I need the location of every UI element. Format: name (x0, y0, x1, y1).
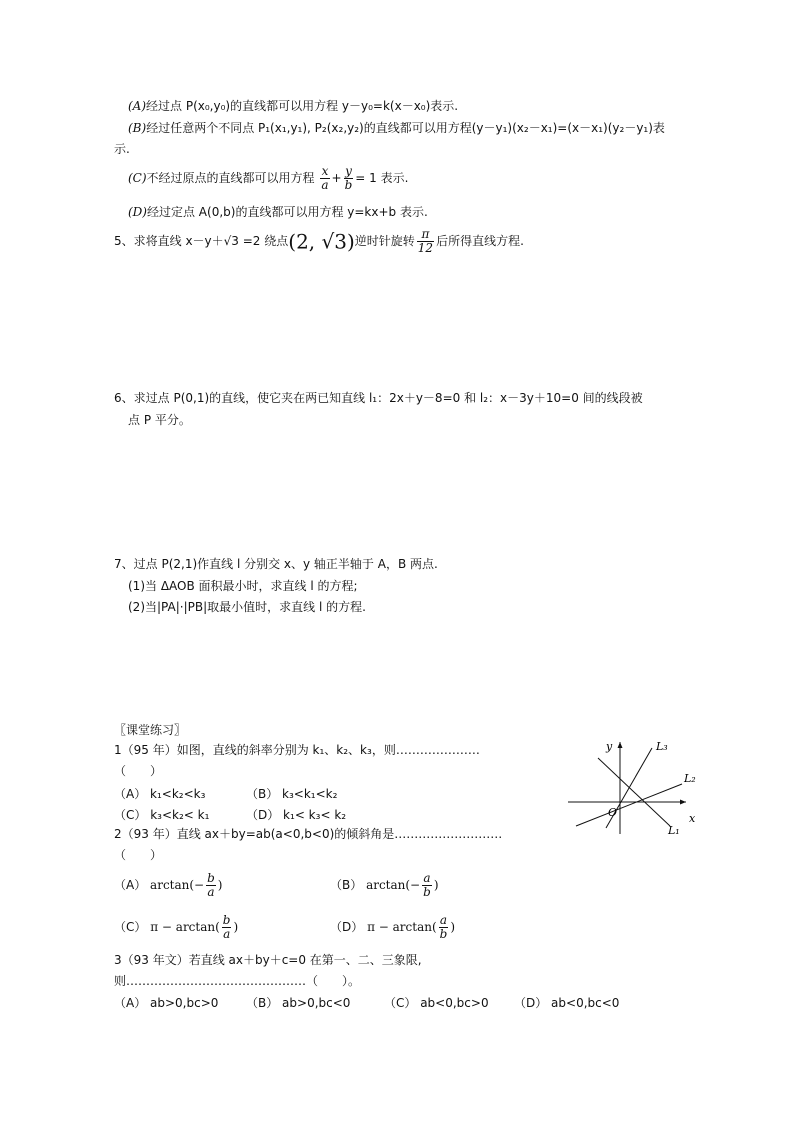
q4-option-a-text: 经过点 P(x₀,y₀)的直线都可以用方程 y－y₀=k(x－x₀)表示. (146, 99, 459, 113)
question-7-sub1: (1)当 ΔAOB 面积最小时，求直线 l 的方程; (128, 579, 358, 593)
fraction-b-over-a-2: $\frac{b}{a}$ (222, 913, 231, 941)
question-7-line1: 7、过点 P(2,1)作直线 l 分别交 x、y 轴正半轴于 A，B 两点. (114, 557, 438, 571)
rotation-point: (2, √3) (288, 229, 355, 254)
x-axis-arrow (680, 800, 686, 805)
question-6-line2: 点 P 平分。 (128, 413, 191, 427)
practice-1-opt-b: （B） k₃<k₁<k₂ (246, 787, 338, 801)
practice-2-opt-b: （B） arctan(− $\frac{a}{b}$ ) (330, 871, 439, 899)
q4-option-d: (D)经过定点 A(0,b)的直线都可以用方程 y=kx+b 表示. (128, 205, 428, 219)
y-axis-arrow (618, 742, 623, 748)
l1-label: L₁ (668, 824, 680, 837)
practice-3-line2: 则………………………………………（ ）。 (114, 974, 361, 988)
q4-option-c: (C)不经过原点的直线都可以用方程 $\frac{x}{a}$ + $\frac{y}{b}$ = 1 表示. (128, 164, 409, 192)
fraction-x-over-a: $\frac{x}{a}$ (321, 164, 329, 192)
l2-label: L₂ (684, 772, 696, 785)
fraction-b-over-a: $\frac{b}{a}$ (207, 871, 215, 899)
fraction-a-over-b: $\frac{a}{b}$ (423, 871, 431, 899)
x-axis-label: x (689, 812, 696, 825)
practice-3-opt-d: （D） ab<0,bc<0 (514, 996, 620, 1010)
slope-figure (562, 734, 702, 844)
fraction-y-over-b: $\frac{y}{b}$ (344, 164, 353, 192)
practice-2-opt-a: （A） arctan(− $\frac{b}{a}$ ) (114, 871, 223, 899)
fraction-pi-over-12: $\frac{\pi}{12}$ (417, 227, 434, 255)
fraction-a-over-b-2: $\frac{a}{b}$ (439, 913, 448, 941)
q4-option-d-text: 经过定点 A(0,b)的直线都可以用方程 y=kx+b 表示. (146, 205, 428, 219)
practice-1-opt-c: （C） k₃<k₂< k₁ (114, 808, 210, 822)
q4-option-a: (A)经过点 P(x₀,y₀)的直线都可以用方程 y－y₀=k(x－x₀)表示. (128, 99, 459, 113)
practice-2-blank: （ ） (114, 848, 163, 862)
practice-header: 〖课堂练习〗 (114, 723, 187, 737)
q4-option-b-text: 经过任意两个不同点 P₁(x₁,y₁), P₂(x₂,y₂)的直线都可以用方程(y－y₁)(x₂－x₁)=(x－x₁)(y₂－y₁)表 (146, 121, 665, 135)
practice-2-opt-d: （D） π − arctan( $\frac{a}{b}$ ) (330, 913, 456, 941)
practice-3-line1: 3（93 年文）若直线 ax＋by＋c=0 在第一、二、三象限, (114, 953, 422, 967)
l3-label: L₃ (656, 740, 668, 753)
q4-option-b-cont: 示. (114, 142, 130, 156)
practice-2-opt-c: （C） π − arctan( $\frac{b}{a}$ ) (114, 913, 239, 941)
question-7-sub2: (2)当|PA|·|PB|取最小值时，求直线 l 的方程. (128, 600, 366, 614)
practice-1-opt-a: （A） k₁<k₂<k₃ (114, 787, 206, 801)
practice-3-opt-c: （C） ab<0,bc>0 (384, 996, 489, 1010)
practice-1: 1（95 年）如图，直线的斜率分别为 k₁、k₂、k₃，则………………… (114, 743, 480, 757)
practice-3-opt-b: （B） ab>0,bc<0 (246, 996, 351, 1010)
y-axis-label: y (606, 740, 613, 753)
practice-1-opt-d: （D） k₁< k₃< k₂ (246, 808, 347, 822)
origin-label: O (608, 806, 618, 819)
question-6-line1: 6、求过点 P(0,1)的直线，使它夹在两已知直线 l₁：2x＋y－8=0 和 l₂：x－3y＋10=0 间的线段被 (114, 391, 643, 405)
practice-1-blank: （ ） (114, 764, 163, 778)
line-l2 (576, 784, 682, 826)
q4-option-b: (B)经过任意两个不同点 P₁(x₁,y₁), P₂(x₂,y₂)的直线都可以用方程(y－y₁)(x₂－x₁)=(x－x₁)(y₂－y₁)表 (128, 121, 665, 135)
practice-3-opt-a: （A） ab>0,bc>0 (114, 996, 219, 1010)
practice-2: 2（93 年）直线 ax＋by=ab(a<0,b<0)的倾斜角是……………………… (114, 827, 503, 841)
question-5: 5、求将直线 x－y＋√3 =2 绕点(2, √3)逆时针旋转 $\frac{\pi}{12}$ 后所得直线方程. (114, 227, 524, 255)
